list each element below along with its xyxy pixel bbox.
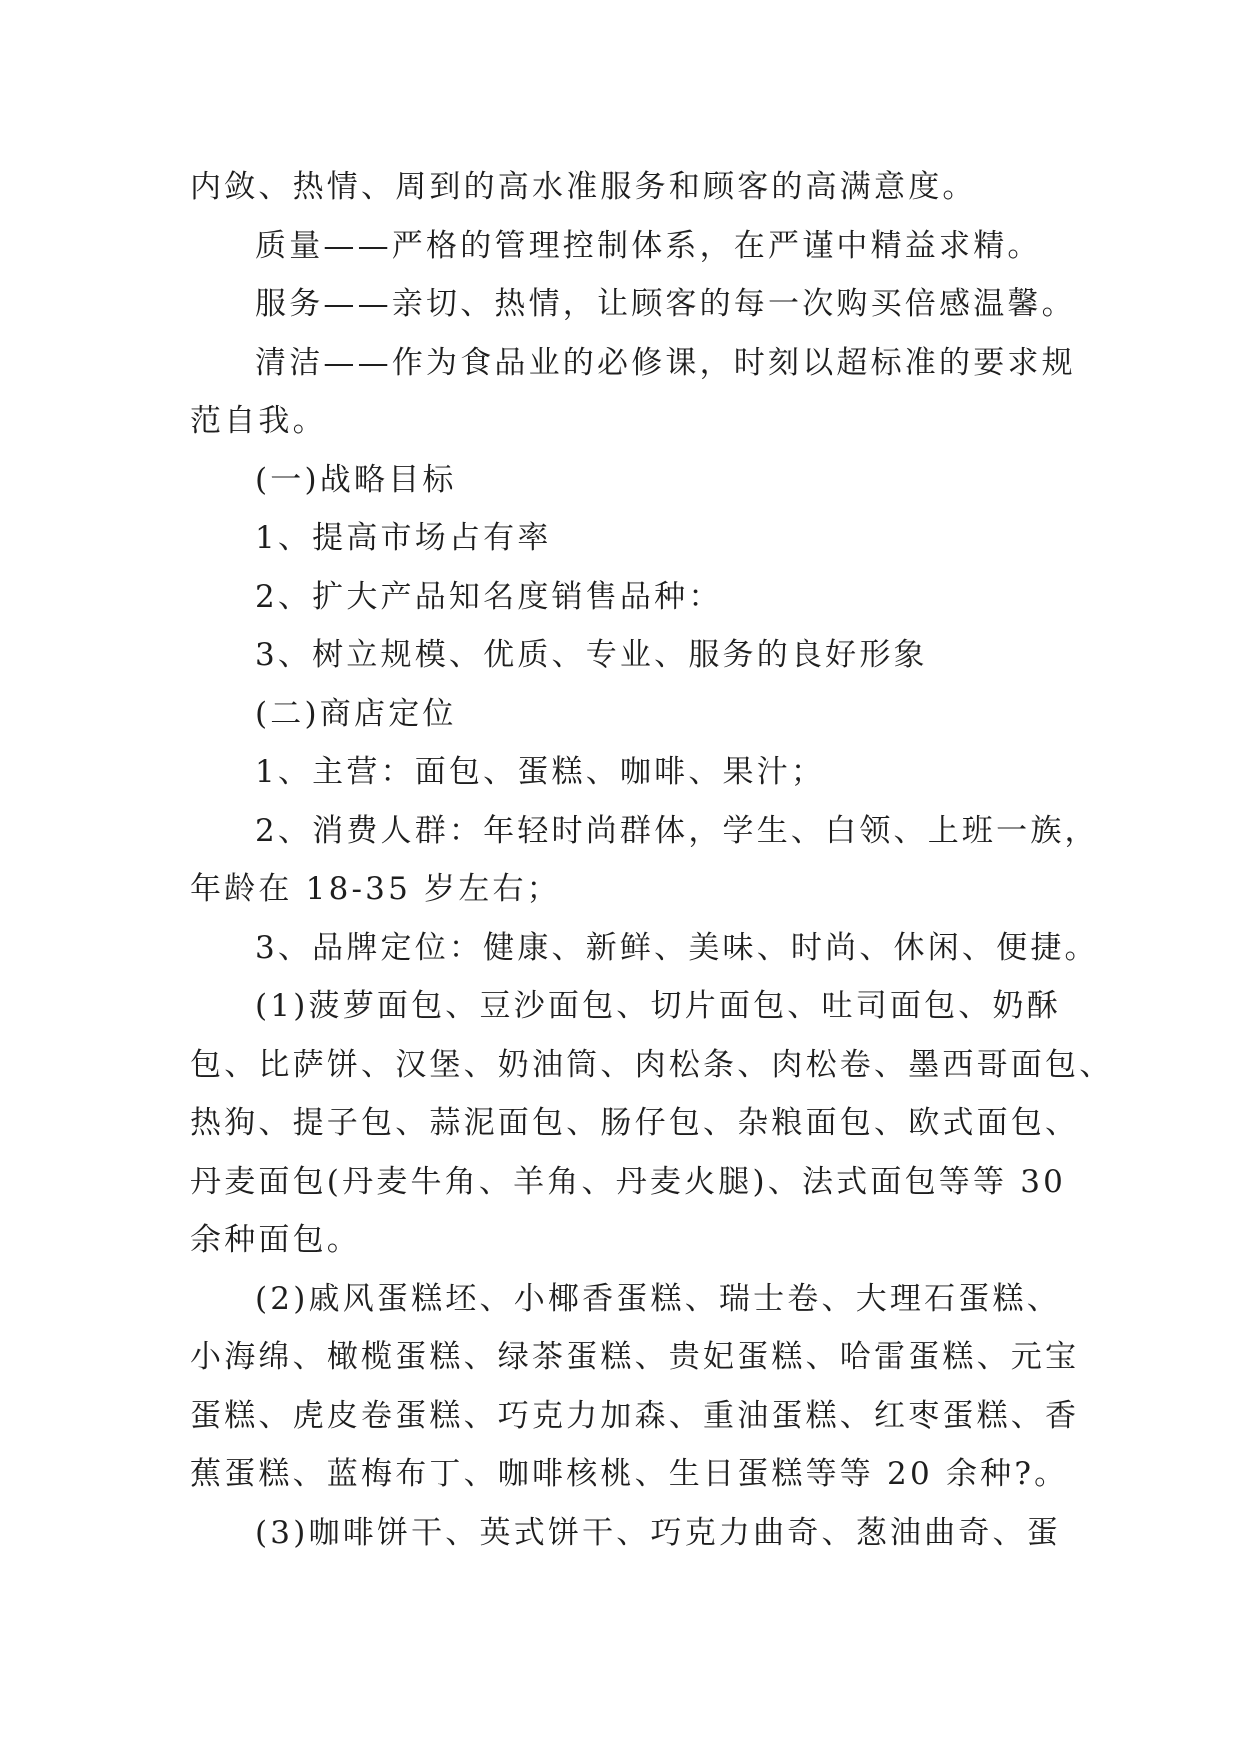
text-line: 小海绵、橄榄蛋糕、绿茶蛋糕、贵妃蛋糕、哈雷蛋糕、元宝 [190,1339,1080,1375]
text-line: 2、消费人群：年轻时尚群体，学生、白领、上班一族， [255,812,1099,849]
text-line: 3、树立规模、优质、专业、服务的良好形象 [255,637,928,673]
text-line: 蛋糕、虎皮卷蛋糕、巧克力加森、重油蛋糕、红枣蛋糕、香 [190,1397,1080,1434]
text-line: 内敛、热情、周到的高水准服务和顾客的高满意度。 [190,169,977,205]
text-line: 3、品牌定位：健康、新鲜、美味、时尚、休闲、便捷。 [255,929,1099,966]
text-line: 清洁——作为食品业的必修课，时刻以超标准的要求规 [255,344,1076,381]
text-line: (一)战略目标 [255,461,457,498]
text-line: 蕉蛋糕、蓝梅布丁、咖啡核桃、生日蛋糕等等 20 余种?。 [190,1456,1069,1492]
text-line: 热狗、提子包、蒜泥面包、肠仔包、杂粮面包、欧式面包、 [190,1105,1080,1141]
text-line: 服务——亲切、热情，让顾客的每一次购买倍感温馨。 [255,286,1076,322]
text-line: 余种面包。 [190,1222,361,1258]
text-line: 丹麦面包(丹麦牛角、羊角、丹麦火腿)、法式面包等等 30 [190,1163,1067,1200]
text-line: (1)菠萝面包、豆沙面包、切片面包、吐司面包、奶酥 [255,988,1061,1024]
text-line: 2、扩大产品知名度销售品种： [255,578,723,615]
text-line: 范自我。 [190,403,327,439]
text-line: 1、提高市场占有率 [255,520,552,556]
document-body [190,158,1114,1562]
text-line: 质量——严格的管理控制体系，在严谨中精益求精。 [255,227,1042,264]
text-line: 1、主营：面包、蛋糕、咖啡、果汁； [255,754,826,790]
text-line: (3)咖啡饼干、英式饼干、巧克力曲奇、葱油曲奇、蛋 [255,1514,1061,1551]
text-line: (2)戚风蛋糕坯、小椰香蛋糕、瑞士卷、大理石蛋糕、 [255,1280,1061,1317]
text-line: (二)商店定位 [255,695,457,732]
text-line: 年龄在 18-35 岁左右； [190,871,561,907]
text-line: 包、比萨饼、汉堡、奶油筒、肉松条、肉松卷、墨西哥面包、 [190,1046,1114,1083]
